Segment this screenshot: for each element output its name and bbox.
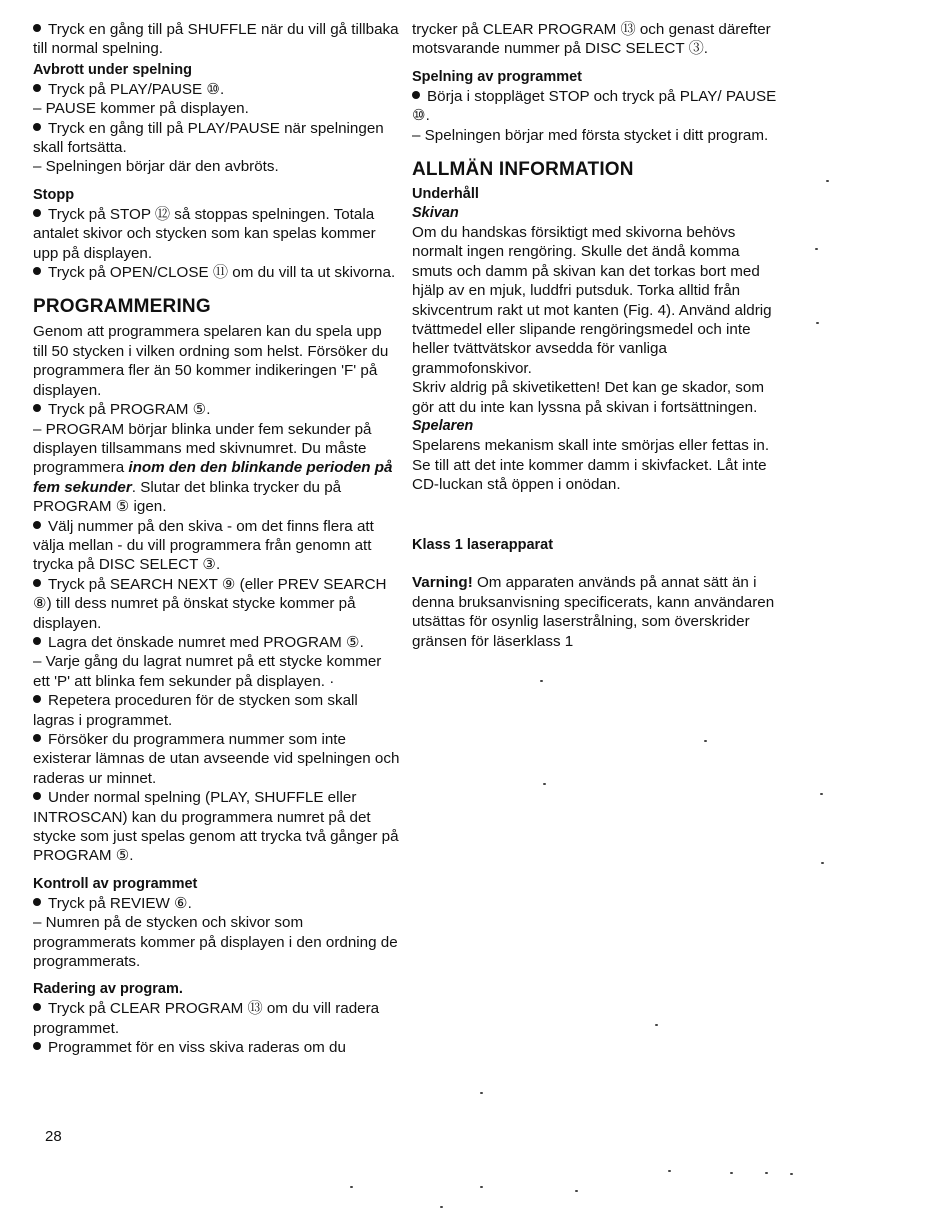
dash-note: – Numren på de stycken och skivor som programmerats kommer på displayen i den ordning de programmerats. bbox=[33, 914, 398, 971]
dash-note: – Spelningen börjar där den avbröts. bbox=[33, 158, 279, 176]
list-item bbox=[33, 1038, 400, 1057]
item-text: Repetera proceduren för de stycken som skall lagras i programmet. bbox=[33, 692, 358, 729]
left-column bbox=[33, 20, 400, 1058]
item-text: Tryck på PLAY/PAUSE ⑩. bbox=[48, 80, 225, 98]
bullet-icon bbox=[33, 521, 41, 529]
note-text: – PROGRAM börjar blinka under fem sekunder på displayen tillsammans med skivnumret. Du måste programmera bbox=[33, 420, 372, 477]
dash-note bbox=[33, 420, 400, 517]
item-text: Lagra det önskade numret med PROGRAM ⑤. bbox=[48, 633, 364, 651]
scan-speck bbox=[765, 1172, 768, 1174]
item-text: Börja i stoppläget STOP och tryck på PLAY/ PAUSE ⑩. bbox=[412, 87, 777, 125]
item-text: Välj nummer på den skiva - om det finns flera att välja mellan - du vill programmera från genomn att trycka på DISC SELECT ③. bbox=[33, 517, 374, 574]
list-item bbox=[33, 999, 400, 1038]
section-heading: Kontroll av programmet bbox=[33, 875, 198, 892]
section-heading: Spelning av programmet bbox=[412, 68, 583, 85]
emphasis-text: inom den den blinkande perioden på fem sekunder bbox=[33, 459, 393, 496]
bullet-icon bbox=[33, 792, 41, 800]
paragraph: Spelarens mekanism skall inte smörjas eller fettas in. Se till att det inte kommer damm i skivfacket. Låt inte CD-luckan stå öppen i onödan. bbox=[412, 437, 770, 493]
paragraph: Om du handskas försiktigt med skivorna behövs normalt ingen rengöring. Skulle det ändå komma smuts och damm på skivan kan det torkas bort med hjälp av en mjuk, luddfri putsduk. Torka alltid från skivcentrum rakt ut mot kanten (Fig. 4). Använd aldrig tvättmedel eller slipande rengöringsmedel och inte heller tvättvätskor avsedda för vanliga grammofonskivor. bbox=[412, 224, 772, 377]
scan-speck bbox=[826, 180, 829, 182]
subsection-heading: Skivan bbox=[412, 205, 459, 222]
bullet-icon bbox=[33, 123, 41, 131]
bullet-icon bbox=[412, 91, 420, 99]
scan-speck bbox=[704, 740, 707, 742]
list-item bbox=[33, 633, 400, 652]
bullet-icon bbox=[33, 695, 41, 703]
paragraph: trycker på CLEAR PROGRAM ⑬ och genast därefter motsvarande nummer på DISC SELECT ③. bbox=[412, 21, 771, 58]
warning-paragraph bbox=[412, 573, 778, 651]
item-text: Tryck en gång till på SHUFFLE när du vill gå tillbaka till normal spelning. bbox=[33, 21, 399, 58]
chapter-heading: PROGRAMMERING bbox=[33, 296, 211, 318]
section-heading: Klass 1 laserapparat bbox=[412, 537, 554, 554]
paragraph: Skriv aldrig på skivetiketten! Det kan ge skador, som gör att du inte kan lyssna på skivan i fortsättningen. bbox=[412, 379, 765, 416]
scan-speck bbox=[540, 680, 543, 682]
list-item bbox=[33, 20, 400, 59]
list-item bbox=[412, 87, 778, 126]
list-item bbox=[33, 691, 400, 730]
item-text: Tryck på STOP ⑫ så stoppas spelningen. Totala antalet skivor och stycken som kan spelas kommer upp på displayen. bbox=[33, 205, 376, 262]
section-heading: Underhåll bbox=[412, 186, 479, 203]
scan-speck bbox=[816, 322, 819, 324]
section-heading: Avbrott under spelning bbox=[33, 61, 192, 78]
dash-note: – PAUSE kommer på displayen. bbox=[33, 100, 249, 118]
item-text: Tryck på SEARCH NEXT ⑨ (eller PREV SEARCH ⑧) till dess numret på önskat stycke kommer på displayen. bbox=[33, 575, 387, 632]
page-number: 28 bbox=[45, 1128, 62, 1145]
scan-speck bbox=[820, 793, 823, 795]
bullet-icon bbox=[33, 404, 41, 412]
warning-text: Om apparaten används på annat sätt än i denna bruksanvisning specificerats, kann användaren utsättas för osynlig laserstrålning, som överskrider gränsen för läserklass 1 bbox=[412, 574, 775, 650]
bullet-icon bbox=[33, 898, 41, 906]
scan-speck bbox=[790, 1173, 793, 1175]
item-text: Under normal spelning (PLAY, SHUFFLE eller INTROSCAN) kan du programmera numret på det stycke som just spelas genom att trycka två gånger på PROGRAM ⑤. bbox=[33, 789, 399, 865]
item-text: Tryck på OPEN/CLOSE ⑪ om du vill ta ut skivorna. bbox=[48, 264, 396, 282]
scan-speck bbox=[480, 1092, 483, 1094]
bullet-icon bbox=[33, 579, 41, 587]
section-heading: Radering av program. bbox=[33, 981, 183, 998]
scan-speck bbox=[821, 862, 824, 864]
scan-speck bbox=[350, 1186, 353, 1188]
bullet-icon bbox=[33, 1042, 41, 1050]
paragraph: Genom att programmera spelaren kan du spela upp till 50 stycken i vilken ordning som helst. Försöker du programmera fler än 50 kommer indikeringen 'F' på displayen. bbox=[33, 323, 389, 399]
note-text: . Slutar det blinka trycker du på PROGRAM ⑤ igen. bbox=[33, 478, 342, 516]
scan-speck bbox=[440, 1206, 443, 1208]
list-item bbox=[33, 119, 400, 158]
bullet-icon bbox=[33, 267, 41, 275]
bullet-icon bbox=[33, 84, 41, 92]
chapter-heading: ALLMÄN INFORMATION bbox=[412, 159, 634, 181]
scan-speck bbox=[668, 1170, 671, 1172]
warning-label: Varning! bbox=[412, 574, 473, 592]
scan-speck bbox=[480, 1186, 483, 1188]
scan-speck bbox=[575, 1190, 578, 1192]
item-text: Försöker du programmera nummer som inte existerar lämnas de utan avseende vid spelningen och raderas ur minnet. bbox=[33, 731, 400, 787]
list-item bbox=[33, 894, 400, 913]
dash-note: – Spelningen börjar med första stycket i ditt program. bbox=[412, 126, 769, 144]
list-item bbox=[33, 730, 400, 788]
list-item bbox=[33, 400, 400, 419]
list-item bbox=[33, 517, 400, 575]
list-item bbox=[33, 205, 400, 263]
bullet-icon bbox=[33, 734, 41, 742]
item-text: Programmet för en viss skiva raderas om du bbox=[48, 1039, 346, 1057]
subsection-heading: Spelaren bbox=[412, 418, 474, 435]
scan-speck bbox=[730, 1172, 733, 1174]
item-text: Tryck på REVIEW ⑥. bbox=[48, 894, 192, 912]
list-item bbox=[33, 80, 400, 99]
scan-speck bbox=[815, 248, 818, 250]
bullet-icon bbox=[33, 1003, 41, 1011]
list-item bbox=[33, 788, 400, 866]
section-heading: Stopp bbox=[33, 186, 75, 203]
scan-speck bbox=[655, 1024, 658, 1026]
item-text: Tryck en gång till på PLAY/PAUSE när spelningen skall fortsätta. bbox=[33, 119, 384, 157]
right-column bbox=[412, 20, 778, 651]
item-text: Tryck på PROGRAM ⑤. bbox=[48, 401, 211, 419]
bullet-icon bbox=[33, 637, 41, 645]
scan-speck bbox=[543, 783, 546, 785]
bullet-icon bbox=[33, 24, 41, 32]
dash-note: – Varje gång du lagrat numret på ett stycke kommer ett 'P' att blinka fem sekunder på displayen. · bbox=[33, 653, 382, 690]
list-item bbox=[33, 263, 400, 282]
list-item bbox=[33, 575, 400, 633]
bullet-icon bbox=[33, 209, 41, 217]
item-text: Tryck på CLEAR PROGRAM ⑬ om du vill radera programmet. bbox=[33, 1000, 380, 1037]
